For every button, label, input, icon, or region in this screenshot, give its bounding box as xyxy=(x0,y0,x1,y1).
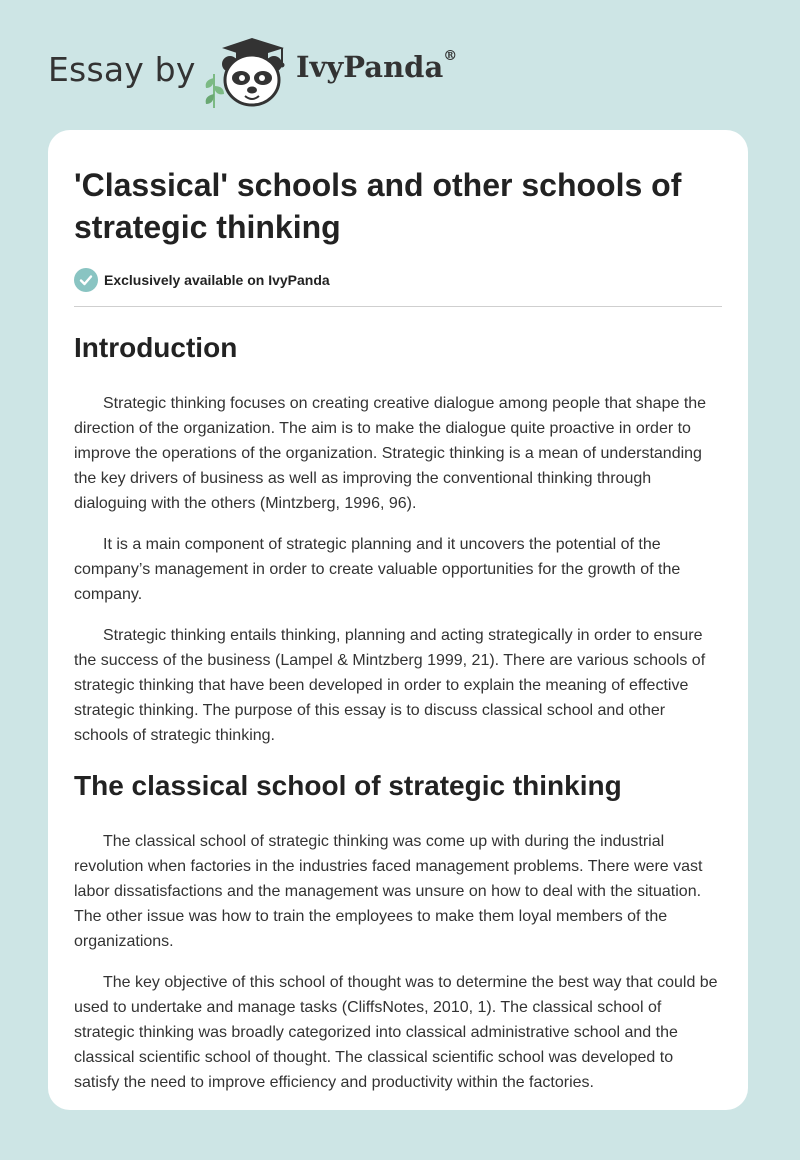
divider xyxy=(74,306,722,307)
paragraph: Strategic thinking entails thinking, planning and acting strategically in order to ensure the success of the business (Lampel & Mintzberg 1999, 21). There are various schools of strategic thinking that have been developed in order to explain the meaning of effective strategic thinking. The purpose of this essay is to discuss classical school and other schools of strategic thinking. xyxy=(74,627,706,744)
site-header xyxy=(0,0,800,130)
essay-title: 'Classical' schools and other schools of strategic thinking xyxy=(74,167,682,245)
paragraph: The key objective of this school of thought was to determine the best way that could be used to undertake and manage tasks (CliffsNotes, 2010, 1). The classical school of strategic thinking was broadly categorized into classical administrative school and the classical scientific school of thought. The classical scientific school was developed to satisfy the need to improve efficiency and productivity within the factories. xyxy=(74,974,718,1091)
ivy-leaf-icon xyxy=(206,74,224,108)
paragraph: The classical school of strategic thinking was come up with during the industrial revolution when factories in the industries faced management problems. There were vast labor dissatisfactions and the management was unsure on how to deal with the situation. The other issue was how to train the employees to make them loyal members of the organizations. xyxy=(74,833,703,950)
ivypanda-brand[interactable] xyxy=(296,50,457,84)
section-heading-introduction: Introduction xyxy=(74,332,238,363)
essay-by-label: Essay by xyxy=(48,50,196,89)
check-icon xyxy=(74,268,98,292)
registered-mark: ® xyxy=(443,48,458,64)
exclusive-label: Exclusively available on IvyPanda xyxy=(104,272,330,288)
panda-logo-icon[interactable] xyxy=(200,34,292,110)
exclusive-badge xyxy=(74,266,722,294)
section-heading-classical-school: The classical school of strategic thinking xyxy=(74,770,622,801)
paragraph: Strategic thinking focuses on creating creative dialogue among people that shape the direction of the organization. The aim is to make the dialogue quite proactive in order to improve the operations of the organization. Strategic thinking is a mean of understanding the key drivers of business as well as improving the conventional thinking through dialoguing with the others (Mintzberg, 1996, 96). xyxy=(74,395,707,512)
paragraph: It is a main component of strategic planning and it uncovers the potential of the company’s management in order to create valuable opportunities for the growth of the company. xyxy=(74,536,681,603)
essay-card xyxy=(48,130,748,1110)
brand-name-text: IvyPanda xyxy=(296,50,444,84)
